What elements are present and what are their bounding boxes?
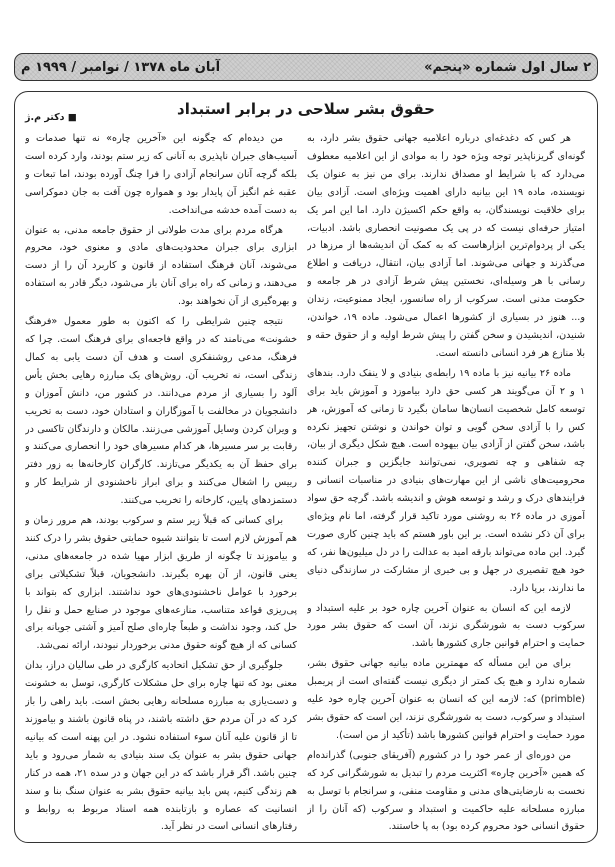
paragraph: من دیده‌ام که چگونه این «آخرین چاره» نه تنها صدمات و آسیب‌های جبران ناپذیری به آنانی که زیر ستم بودند، وارد کرده است بلکه گرچه آنان سرانجام آزادی را فرا چنگ آورده بودند، اما تبعات و عقبه غم انگیز آن پایدار بود و همواره چون آفت به جان دموکراسی به دست آمده خدشه می‌انداخت. bbox=[25, 133, 297, 216]
issue-number-label: ۲ سال اول شماره «پنجم» bbox=[424, 59, 591, 75]
paragraph: لازمه این که انسان به عنوان آخرین چاره خود بر علیه استبداد و سرکوب دست به شورشگری نزند، آن است که حقوق بشر مورد حمایت و احترام قوانین جاری کشورها باشد. bbox=[307, 602, 585, 650]
paragraph: هرگاه مردم برای مدت طولانی از حقوق جامعه مدنی، به عنوان ابزاری برای جبران محدودیت‌های مادی و معنوی خود، محروم می‌شوند، آنان فرهنگ استفاده از قانون و کاربرد آن را از دست می‌دهند، و زمانی که راه برای آنان باز می‌شود، دیگر قادر به استفاده و بهره‌گیری از آن نخواهند بود. bbox=[25, 224, 297, 308]
paragraph: برای کسانی که قبلاً زیر ستم و سرکوب بودند، هم مرور زمان و هم آموزش لازم است تا بتوانند شیوه حمایتی حقوق بشر را درک کنند و بیاموزند تا چگونه از طریق ابزار مهیا شده در جامعه‌های مدنی، یعنی قانون، از آن بهره بگیرند. دانشجویان، قبلاً تشکیلاتی برای برخورد با عوامل ناخشنودی‌های خود نداشتند. ابزاری که بتواند با پی‌ریزی قواعد متناسب، منازعه‌های موجود در صنایع حمل و نقل را حل کند، وجود نداشت و طبعاً چاره‌ای صلح آمیز و آشتی جویانه برای کسانی که از هیچ گونه حقوق مدنی برخوردار نبودند، ارائه نمی‌شد. bbox=[25, 515, 297, 652]
article-title: حقوق بشر سلاحی در برابر استبداد bbox=[177, 100, 435, 118]
paragraph: ماده ۲۶ بیانیه نیز با ماده ۱۹ رابطه‌ی بنیادی و لا ینفک دارد. بندهای ۱ و ۲ آن می‌گویند هر کسی حق دارد بیاموزد و آموزش باید برای توسعه کامل شخصیت انسان‌ها سامان بگیرد تا زمانی که آموزش، هر کس را با آزادی سخن گویی و توان خواندن و نوشتن تجهیز نکرده باشد، سخن گفتن از آزادی بیان بیهوده است. هیچ شکل دیگری از بیان، چه شفاهی و چه تصویری، نمی‌توانند جایگزین و جبران کننده محرومیت‌های ناشی از این مهارت‌های بنیادی در مناسبات انسانی و فرایندهای درک و رشد و توسعه هوش و اندیشه باشد. گرچه حق سواد آموزی در ماده ۲۶ به روشنی مورد تاکید قرار گرفته، اما نام ویژه‌ای برای آن ذکر نشده است. بر این باور هستم که باید چنین کاری صورت گیرد. این ماده می‌تواند بارقه امید به عدالت را در دل میلیون‌ها نفر، که خود هیچ تقصیری در جهل و بی خبری از مشارکت در سازندگی دنیای ما ندارند، برپا دارد. bbox=[307, 367, 585, 594]
paragraph: برای من این مسأله که مهمترین ماده بیانیه جهانی حقوق بشر، شماره ندارد و هیچ یک کمتر از دیگری نیست گفته‌ای است از پریمبل (primble) که: لازمه این که انسان به عنوان آخرین چاره خود علیه استبداد و سرکوب، دست به شورشگری نزند، این است که حقوق بشر مورد حمایت و احترام قوانین کشورها باشد (تأکید از من است). bbox=[307, 658, 585, 741]
article-author: ■ دکتر م.ژ bbox=[25, 112, 77, 123]
article-frame bbox=[14, 91, 598, 843]
issue-date-label: آبان ماه ۱۳۷۸ / نوامبر / ۱۹۹۹ م bbox=[21, 59, 221, 75]
paragraph: من دوره‌ای از عمر خود را در کشورم (آفریقای جنوبی) گذرانده‌ام که همین «آخرین چاره» اکثریت مردم را تبدیل به شورشگرانی کرد که نخست به نارضایتی‌های مدنی و مقاومت منفی، و سرانجام با توسل به مبارزه مسلحانه علیه حاکمیت و استبداد و سرکوب (که آنان را از حقوق انسانی خود محروم کرده بود) به پا خاستند. bbox=[307, 749, 585, 832]
paragraph: هر کس که دغدغه‌ای درباره اعلامیه جهانی حقوق بشر دارد، به گونه‌ای گریزناپذیر توجه ویژه خود را به موادی از این اعلامیه معطوف می‌دارد که با شرایط او مصداق ندارند. برای من نیز به عنوان یک نویسنده، ماده ۱۹ این بیانیه دارای اهمیت ویژه‌ای است. آزادی بیان برای خلاقیت نویسندگان، به واقع حکم اکسیژن دارد. اما این امر یک امتیاز حرفه‌ای نیست که در پی یک مصونیت انحصاری باشد. ادبیات، یکی از پردوام‌ترین ابزارهاست که به کمک آن اندیشه‌ها از مرزها در می‌گذرند و جهانی می‌شوند. اما آزادی بیان، انتقال، دریافت و اطلاع رسانی با هر وسیله‌ای، نخستین پیش شرط آزادی در هر جامعه و حکومت مدنی است. سرکوب از راه سانسور، ایجاد ممنوعیت، زندان و... هنوز در بسیاری از کشورها اعمال می‌شود. ماده ۱۹، خواندن، شنیدن، اندیشیدن و سخن گفتن را پیش شرط اولیه و از حقوق حقه و بلا منازع هر فرد انسانی دانسته است. bbox=[307, 133, 585, 359]
article-column-right bbox=[307, 130, 585, 832]
article-column-left bbox=[25, 130, 297, 832]
issue-header-band bbox=[14, 53, 598, 81]
paragraph: جلوگیری از حق تشکیل اتحادیه کارگری در طی سالیان دراز، بدان معنی بود که تنها چاره برای حل مشکلات کارگری، توسل به خشونت و دست‌یازی به مبارزه مسلحانه رهایی بخش است. باید راهی را باز کرد که در آن مردم حق داشته باشند، در پناه قانون باشند و بیاموزند تا از قانون علیه آنان سوء استفاده نشود. در این پهنه است که بیانیه جهانی حقوق بشر به عنوان یک سند بنیادی به شمار می‌رود و باید چنین باشد. اگر قرار باشد که در این جهان و در سده ۲۱، همه در کنار هم زندگی کنیم، پس باید بیانیه حقوق بشر به عنوان سنگ بنا و سند انسانیت که عصاره و بازتابنده همه اسناد مربوط به روابط و رفتارهای انسانی است در نظر آید. bbox=[25, 660, 297, 832]
paragraph: نتیجه چنین شرایطی را که اکنون به طور معمول «فرهنگ خشونت» می‌نامند که در واقع فاجعه‌ای برای فرهنگ است. چرا که فرهنگ، مدعی روشنفکری است و هدف آن دست یابی به کمال زندگی است، نه تخریب آن. روش‌های یک مبارزه رهایی بخش یأس آلود را بسیاری از مردم می‌دانند. در کشور من، دانش آموزان و دانشجویان در مخالفت با آموزگاران و استادان خود، دست به تخریب و ویران کردن وسایل آموزشی می‌زنند. مالکان و دارندگان تاکسی در رقابت بر سر مسیرها، هر کدام مسیرهای خود را انحصاری می‌کنند و برای حفظ آن به یکدیگر می‌تازند. کارگران کارخانه‌ها به زور دفتر رییس را اشغال می‌کنند و برای ابراز ناخشنودی از شرایط کار و دستمزدهای پایین، کارخانه را تخریب می‌کنند. bbox=[25, 316, 297, 507]
